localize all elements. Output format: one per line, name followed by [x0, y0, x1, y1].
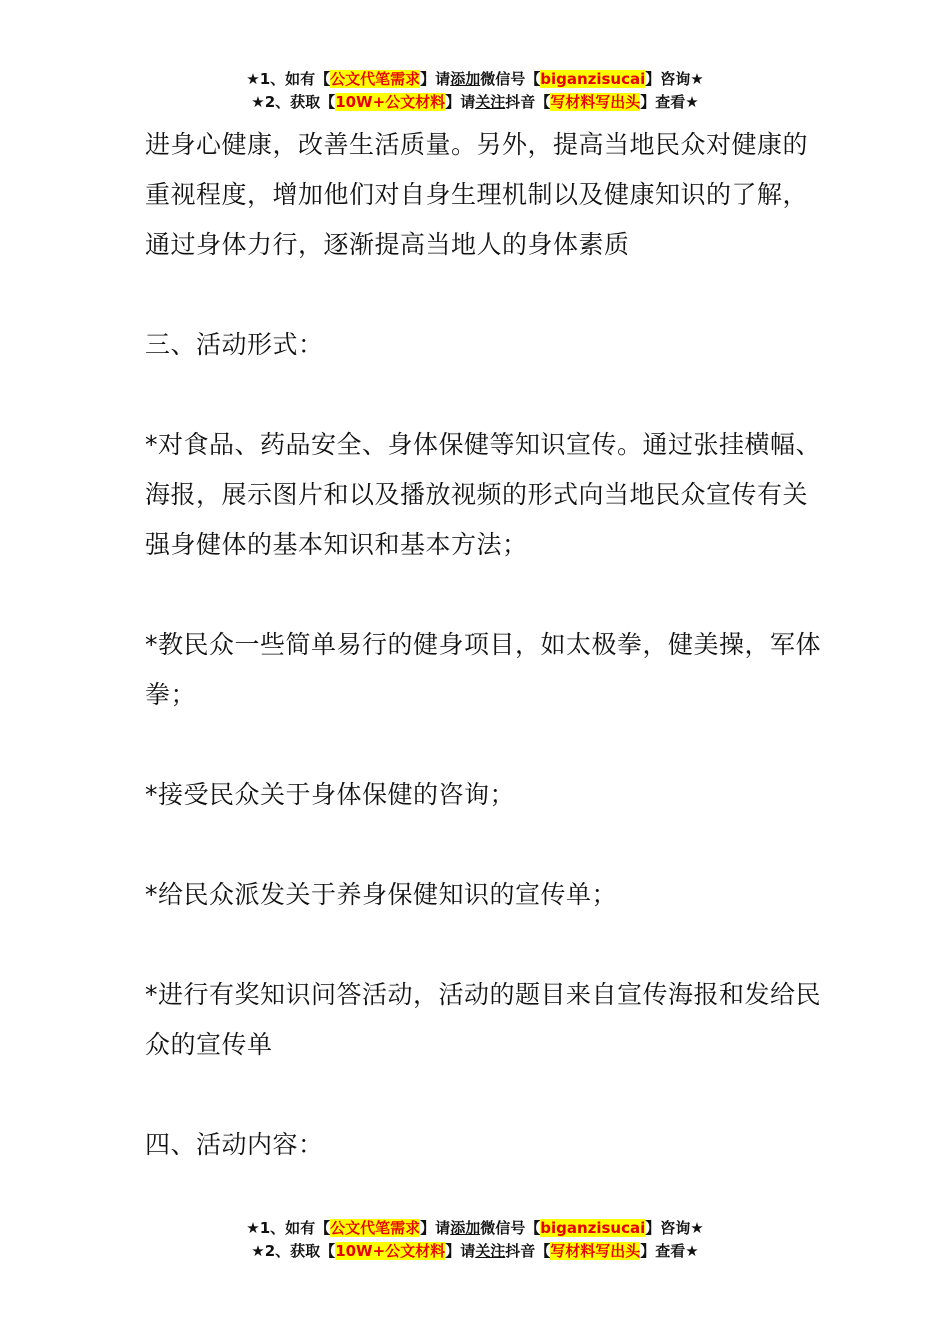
- section-heading-activity-content: 四、活动内容：: [145, 1130, 324, 1159]
- list-item: *对食品、药品安全、身体保健等知识宣传。通过张挂横幅、海报，展示图片和以及播放视频的形式向当地民众宣传有关强身健体的基本知识和基本方法；: [145, 430, 822, 559]
- banner-prefix: ★2、获取【: [251, 1242, 336, 1260]
- banner-text: 微信号【: [480, 1219, 541, 1237]
- banner-suffix: 】查看★: [640, 1242, 699, 1260]
- banner-line-1: [0, 68, 950, 91]
- list-item: *进行有奖知识问答活动，活动的题目来自宣传海报和发给民众的宣传单: [145, 980, 822, 1059]
- banner-highlight: 写材料写出头: [550, 1242, 641, 1260]
- banner-highlight: 公文代笔需求: [330, 1219, 421, 1237]
- banner-highlight: biganzisucai: [540, 70, 646, 88]
- banner-emphasis: 添加: [450, 1219, 481, 1237]
- list-item: *给民众派发关于养身保健知识的宣传单；: [145, 880, 618, 909]
- banner-text: 】请: [445, 1242, 476, 1260]
- banner-suffix: 】咨询★: [645, 70, 704, 88]
- banner-text: 微信号【: [480, 70, 541, 88]
- header-banner: [0, 68, 950, 114]
- banner-text: 】请: [445, 93, 476, 111]
- banner-prefix: ★2、获取【: [251, 93, 336, 111]
- banner-prefix: ★1、如有【: [246, 1219, 331, 1237]
- banner-emphasis: 关注: [475, 1242, 506, 1260]
- banner-emphasis: 添加: [450, 70, 481, 88]
- banner-text: 】请: [420, 70, 451, 88]
- footer-banner: [0, 1217, 950, 1263]
- list-item: *教民众一些简单易行的健身项目，如太极拳，健美操，军体拳；: [145, 630, 822, 709]
- paragraph-continuation: 进身心健康，改善生活质量。另外，提高当地民众对健康的重视程度，增加他们对自身生理机制以及健康知识的了解，通过身体力行，逐渐提高当地人的身体素质: [145, 130, 809, 259]
- section-heading-activity-form: 三、活动形式：: [145, 330, 324, 359]
- banner-emphasis: 关注: [475, 93, 506, 111]
- banner-highlight: 公文代笔需求: [330, 70, 421, 88]
- banner-highlight: biganzisucai: [540, 1219, 646, 1237]
- banner-line-2: [0, 1240, 950, 1263]
- banner-text: 抖音【: [505, 1242, 551, 1260]
- banner-highlight: 10W+公文材料: [335, 1242, 446, 1260]
- banner-line-2: [0, 91, 950, 114]
- banner-text: 抖音【: [505, 93, 551, 111]
- list-item: *接受民众关于身体保健的咨询；: [145, 780, 516, 809]
- banner-suffix: 】查看★: [640, 93, 699, 111]
- banner-line-1: [0, 1217, 950, 1240]
- banner-text: 】请: [420, 1219, 451, 1237]
- banner-prefix: ★1、如有【: [246, 70, 331, 88]
- document-body: [145, 120, 825, 1170]
- banner-highlight: 写材料写出头: [550, 93, 641, 111]
- banner-suffix: 】咨询★: [645, 1219, 704, 1237]
- banner-highlight: 10W+公文材料: [335, 93, 446, 111]
